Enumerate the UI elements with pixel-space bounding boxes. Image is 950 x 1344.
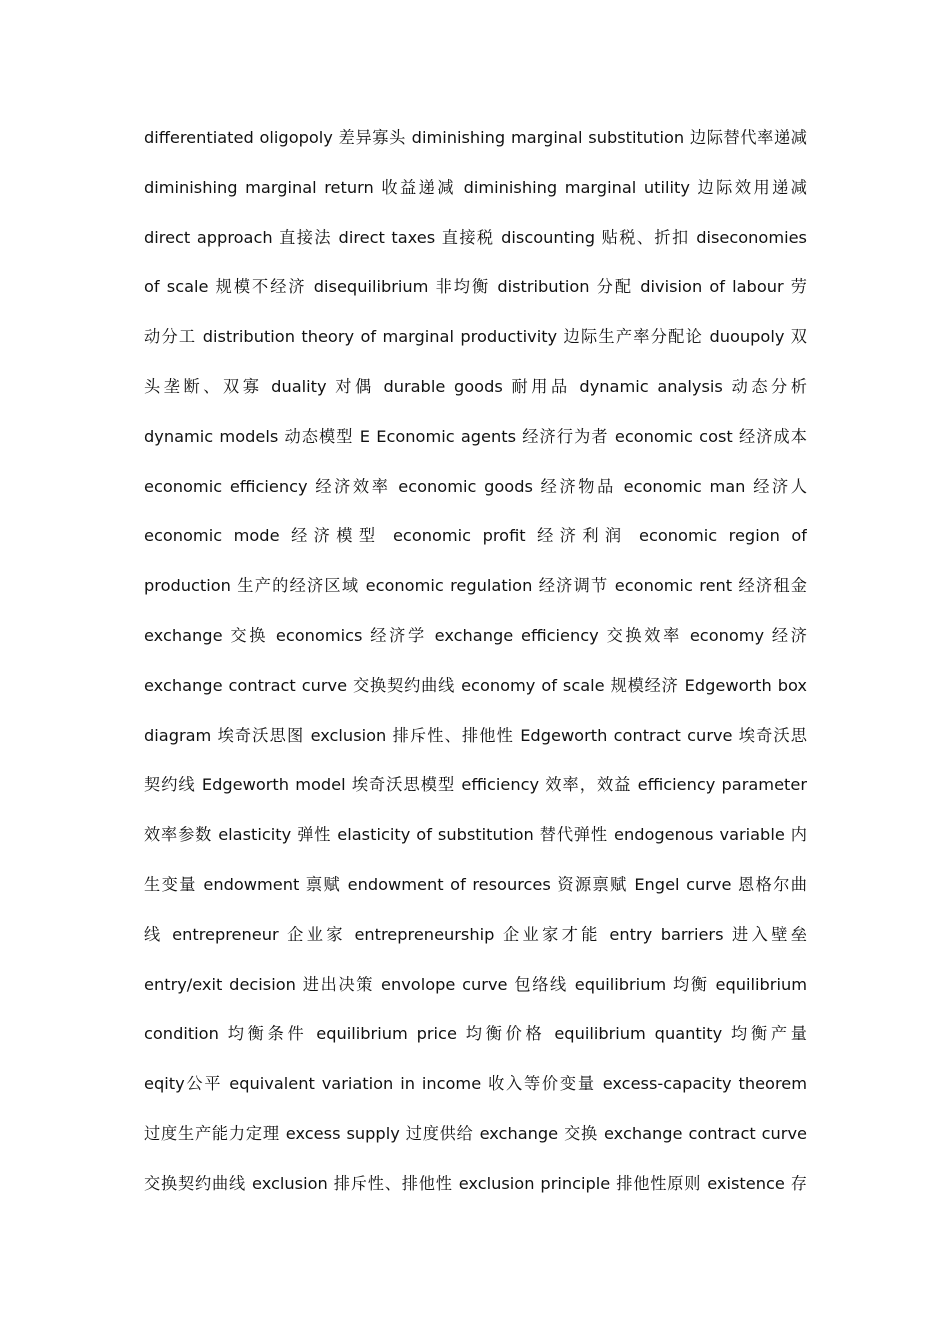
glossary-text-block — [144, 113, 807, 1209]
text-line: economic efficiency 经济效率 economic goods 经济物品 economic man 经济人 — [144, 476, 807, 496]
text-line: economic mode 经济模型 economic profit 经济利润 economic region of — [144, 526, 807, 546]
text-line: diminishing marginal return 收益递减 diminishing marginal utility 边际效用递减 — [144, 177, 807, 197]
text-line: production 生产的经济区域 economic regulation 经济调节 economic rent 经济租金 — [144, 576, 807, 596]
text-line: 生变量 endowment 禀赋 endowment of resources 资源禀赋 Engel curve 恩格尔曲 — [144, 874, 807, 894]
text-line: 交换契约曲线 exclusion 排斥性、排他性 exclusion principle 排他性原则 existence 存 — [144, 1173, 807, 1193]
text-line: 动分工 distribution theory of marginal productivity 边际生产率分配论 duoupoly 双 — [144, 327, 807, 347]
text-line: 效率参数 elasticity 弹性 elasticity of substitution 替代弹性 endogenous variable 内 — [144, 825, 807, 845]
text-line: 契约线 Edgeworth model 埃奇沃思模型 efficiency 效率，效益 efficiency parameter — [144, 775, 807, 795]
text-line: differentiated oligopoly 差异寡头 diminishing marginal substitution 边际替代率递减 — [144, 128, 807, 147]
text-line: exchange 交换 economics 经济学 exchange efficiency 交换效率 economy 经济 — [144, 625, 807, 645]
text-line: dynamic models 动态模型 E Economic agents 经济行为者 economic cost 经济成本 — [144, 426, 807, 446]
text-line: diagram 埃奇沃思图 exclusion 排斥性、排他性 Edgeworth contract curve 埃奇沃思 — [144, 725, 807, 745]
text-line: 过度生产能力定理 excess supply 过度供给 exchange 交换 exchange contract curve — [144, 1123, 807, 1143]
text-line: of scale 规模不经济 disequilibrium 非均衡 distribution 分配 division of labour 劳 — [144, 277, 807, 297]
text-line: exchange contract curve 交换契约曲线 economy of scale 规模经济 Edgeworth box — [144, 675, 807, 695]
text-line: 头垄断、双寡 duality 对偶 durable goods 耐用品 dynamic analysis 动态分析 — [144, 376, 807, 396]
text-line: entry/exit decision 进出决策 envolope curve 包络线 equilibrium 均衡 equilibrium — [144, 974, 807, 994]
text-line: eqity公平 equivalent variation in income 收入等价变量 excess-capacity theorem — [144, 1074, 807, 1094]
text-line: direct approach 直接法 direct taxes 直接税 discounting 贴税、折扣 diseconomies — [144, 227, 807, 247]
text-line: 线 entrepreneur 企业家 entrepreneurship 企业家才能 entry barriers 进入壁垒 — [144, 924, 807, 944]
text-line: condition 均衡条件 equilibrium price 均衡价格 equilibrium quantity 均衡产量 — [144, 1024, 807, 1044]
